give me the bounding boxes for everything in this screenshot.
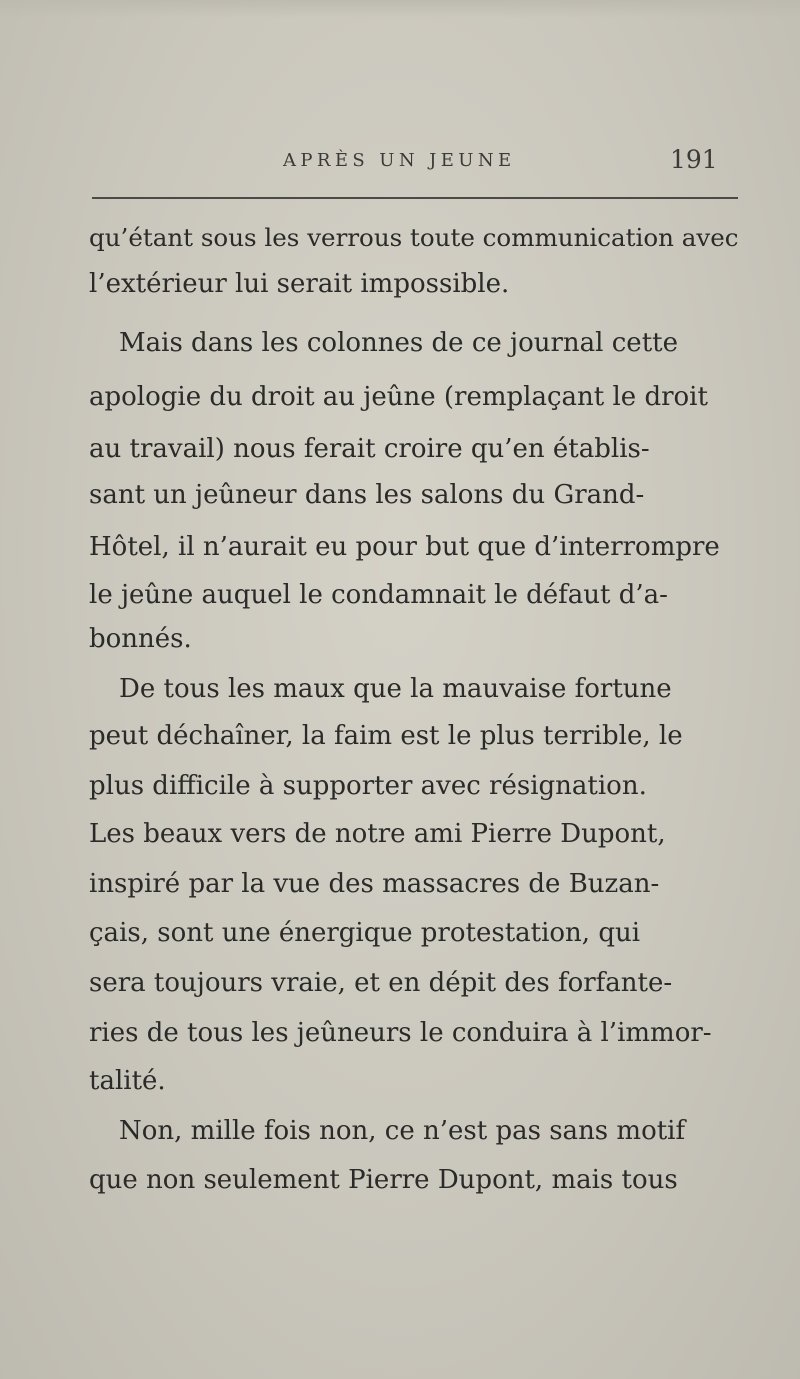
- text-line: bonnés.: [89, 624, 192, 654]
- header-rule: [92, 197, 738, 199]
- text-line: Mais dans les colonnes de ce journal cette: [119, 328, 678, 358]
- text-line: l’extérieur lui serait impossible.: [89, 269, 510, 299]
- text-line: inspiré par la vue des massacres de Buzan-: [89, 869, 660, 899]
- text-line: peut déchaîner, la faim est le plus terrible, le: [89, 721, 683, 751]
- text-line: qu’étant sous les verrous toute communication avec: [89, 223, 739, 252]
- text-line: Hôtel, il n’aurait eu pour but que d’interrompre: [89, 532, 720, 562]
- text-line: sera toujours vraie, et en dépit des forfante-: [89, 968, 673, 998]
- text-line: plus difficile à supporter avec résignation.: [89, 771, 647, 801]
- text-line: au travail) nous ferait croire qu’en établis-: [89, 434, 650, 464]
- text-line: çais, sont une énergique protestation, qui: [89, 918, 641, 948]
- text-line: De tous les maux que la mauvaise fortune: [119, 674, 672, 704]
- page-header: [0, 143, 800, 183]
- text-line: talité.: [89, 1066, 166, 1096]
- text-line: sant un jeûneur dans les salons du Grand-: [89, 480, 645, 510]
- running-title: APRÈS UN JEUNE: [283, 150, 516, 171]
- page-number: 191: [670, 145, 718, 174]
- text-line: Les beaux vers de notre ami Pierre Dupont,: [89, 819, 666, 849]
- text-line: le jeûne auquel le condamnait le défaut d’a-: [89, 580, 668, 610]
- text-line: apologie du droit au jeûne (remplaçant le droit: [89, 382, 708, 412]
- page-edge-shadow: [0, 0, 800, 18]
- text-line: ries de tous les jeûneurs le conduira à l’immor-: [89, 1018, 712, 1048]
- text-line: que non seulement Pierre Dupont, mais tous: [89, 1165, 678, 1195]
- text-line: Non, mille fois non, ce n’est pas sans motif: [119, 1116, 686, 1146]
